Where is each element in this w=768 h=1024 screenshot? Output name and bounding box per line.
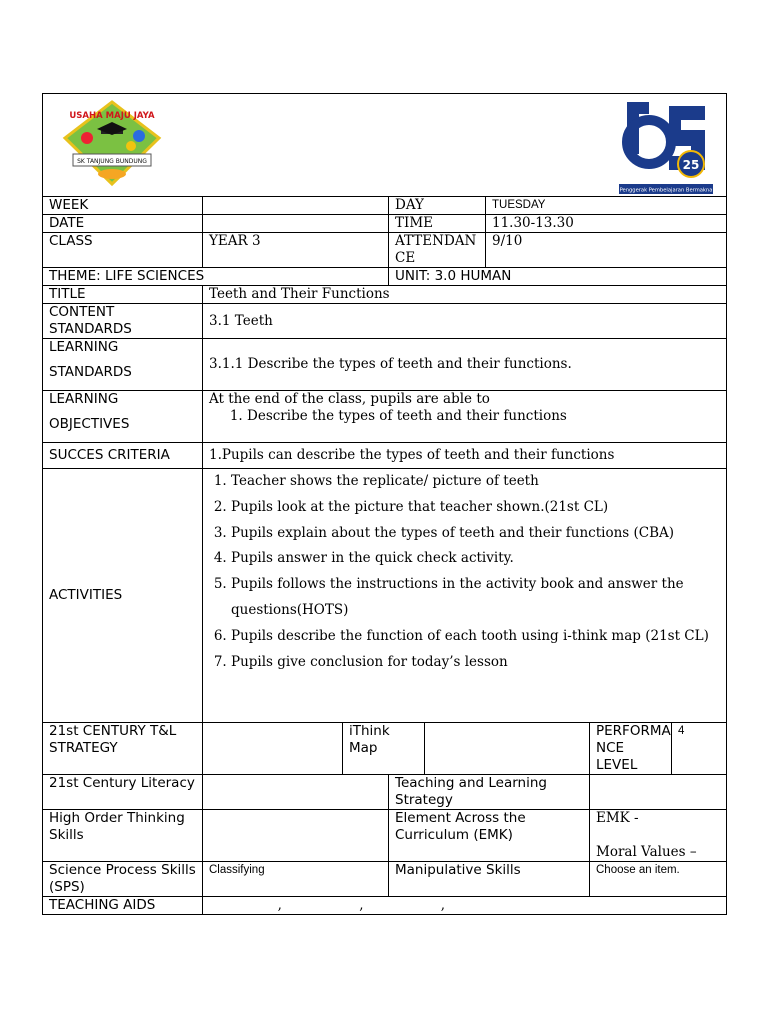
class-value[interactable]: YEAR 3 bbox=[203, 233, 389, 268]
program-logo bbox=[619, 94, 713, 196]
attendance-label-line-1: ATTENDAN bbox=[395, 233, 477, 249]
manipulative-value[interactable]: Choose an item. bbox=[590, 862, 727, 897]
objectives-line-1: LEARNING bbox=[49, 391, 119, 407]
activities-label: ACTIVITIES bbox=[43, 469, 203, 723]
performance-line-2: NCE bbox=[596, 740, 625, 756]
hots-label: High Order Thinking Skills bbox=[43, 810, 203, 862]
activity-item: 1. Teacher shows the replicate/ picture of teeth bbox=[231, 469, 720, 495]
content-label-line-2: STANDARDS bbox=[49, 321, 132, 337]
content-standards-value[interactable]: 3.1 Teeth bbox=[203, 304, 727, 339]
time-label: TIME bbox=[389, 215, 486, 233]
activity-item: 7. Pupils give conclusion for today’s lesson bbox=[231, 650, 720, 676]
objectives-list bbox=[209, 408, 720, 425]
day-value[interactable]: TUESDAY bbox=[486, 197, 727, 215]
literacy-value[interactable] bbox=[203, 775, 389, 810]
teaching-aids-value[interactable]: , , , bbox=[203, 897, 727, 915]
objective-item: 1. Describe the types of teeth and their functions bbox=[247, 408, 720, 425]
attendance-label-line-2: CE bbox=[395, 250, 416, 266]
activities-list bbox=[209, 469, 720, 675]
date-value[interactable] bbox=[203, 215, 389, 233]
success-criteria-value[interactable]: 1.Pupils can describe the types of teeth and their functions bbox=[203, 443, 727, 469]
activity-item: 2. Pupils look at the picture that teacher shown.(21st CL) bbox=[231, 495, 720, 521]
school-logo bbox=[61, 98, 163, 188]
svg-text:Penggerak Pembelajaran Bermakn: Penggerak Pembelajaran Bermakna bbox=[619, 187, 713, 194]
svg-text:25: 25 bbox=[682, 158, 700, 172]
learning-standards-label bbox=[43, 339, 203, 391]
week-value[interactable] bbox=[203, 197, 389, 215]
ithink-label: iThink Map bbox=[343, 723, 425, 775]
learning-standards-value[interactable]: 3.1.1 Describe the types of teeth and their functions. bbox=[203, 339, 727, 391]
moral-values: Moral Values – bbox=[596, 844, 697, 860]
activity-item: 3. Pupils explain about the types of teeth and their functions (CBA) bbox=[231, 521, 720, 547]
svg-text:USAHA MAJU JAYA: USAHA MAJU JAYA bbox=[69, 111, 155, 121]
header-cell bbox=[43, 94, 727, 197]
lesson-plan-table bbox=[42, 93, 727, 915]
svg-text:SK TANJUNG BUNDUNG: SK TANJUNG BUNDUNG bbox=[77, 158, 147, 165]
activities-value[interactable] bbox=[203, 469, 727, 723]
theme-cell: THEME: LIFE SCIENCES bbox=[43, 268, 389, 286]
strategy-label: 21st CENTURY T&L STRATEGY bbox=[43, 723, 203, 775]
emk-label: Element Across the Curriculum (EMK) bbox=[389, 810, 590, 862]
emk-value: EMK - bbox=[596, 810, 639, 826]
literacy-label: 21st Century Literacy bbox=[43, 775, 203, 810]
learning-std-line-2: STANDARDS bbox=[49, 364, 132, 380]
learning-objectives-label bbox=[43, 391, 203, 443]
success-criteria-label: SUCCES CRITERIA bbox=[43, 443, 203, 469]
time-value[interactable]: 11.30-13.30 bbox=[486, 215, 727, 233]
performance-line-3: LEVEL bbox=[596, 757, 638, 773]
learning-objectives-value[interactable] bbox=[203, 391, 727, 443]
title-label: TITLE bbox=[43, 286, 203, 304]
ithink-value[interactable] bbox=[425, 723, 590, 775]
teaching-aids-label: TEACHING AIDS bbox=[43, 897, 203, 915]
objectives-line-2: OBJECTIVES bbox=[49, 416, 130, 432]
day-label: DAY bbox=[389, 197, 486, 215]
tl-strategy-label: Teaching and Learning Strategy bbox=[389, 775, 590, 810]
week-label: WEEK bbox=[43, 197, 203, 215]
date-label: DATE bbox=[43, 215, 203, 233]
hots-value[interactable] bbox=[203, 810, 389, 862]
attendance-value[interactable]: 9/10 bbox=[486, 233, 727, 268]
objectives-intro: At the end of the class, pupils are able to bbox=[209, 391, 490, 407]
unit-cell: UNIT: 3.0 HUMAN bbox=[389, 268, 727, 286]
lesson-plan-sheet bbox=[42, 93, 726, 915]
activity-item: 5. Pupils follows the instructions in the activity book and answer the questions(HOTS) bbox=[231, 572, 720, 624]
learning-std-line-1: LEARNING bbox=[49, 339, 119, 355]
content-standards-label bbox=[43, 304, 203, 339]
emk-value-cell[interactable] bbox=[590, 810, 727, 862]
tl-strategy-value[interactable] bbox=[590, 775, 727, 810]
performance-line-1: PERFORMA bbox=[596, 723, 671, 739]
activity-item: 6. Pupils describe the function of each tooth using i-think map (21st CL) bbox=[231, 624, 720, 650]
manipulative-label: Manipulative Skills bbox=[389, 862, 590, 897]
content-label-line-1: CONTENT bbox=[49, 304, 115, 320]
sps-label: Science Process Skills (SPS) bbox=[43, 862, 203, 897]
attendance-label bbox=[389, 233, 486, 268]
class-label: CLASS bbox=[43, 233, 203, 268]
title-value[interactable]: Teeth and Their Functions bbox=[203, 286, 727, 304]
activity-item: 4. Pupils answer in the quick check activity. bbox=[231, 546, 720, 572]
performance-level-label bbox=[590, 723, 672, 775]
performance-level-value[interactable]: 4 bbox=[672, 723, 727, 775]
strategy-value[interactable] bbox=[203, 723, 343, 775]
sps-value[interactable]: Classifying bbox=[203, 862, 389, 897]
